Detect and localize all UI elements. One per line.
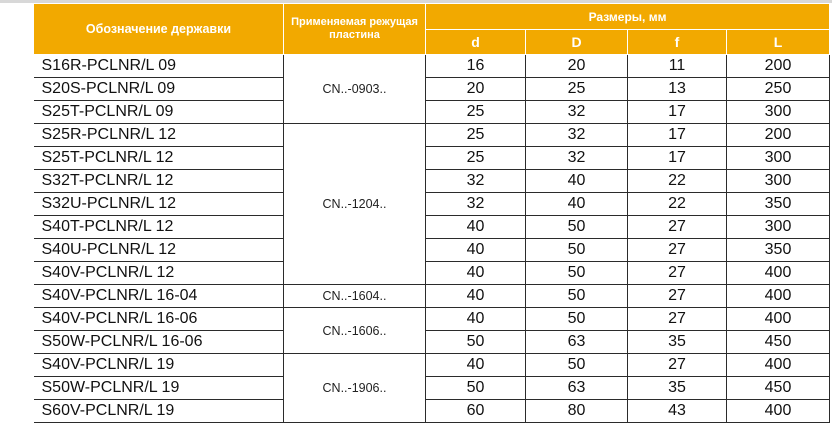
table-row [34, 377, 830, 400]
table-body [34, 55, 830, 423]
dim-D-cell: 50 [526, 285, 628, 308]
table-row [34, 216, 830, 239]
dim-f-cell: 22 [628, 170, 727, 193]
dim-D-cell: 63 [526, 331, 628, 354]
dim-D-cell: 50 [526, 262, 628, 285]
table-row [34, 55, 830, 78]
dim-L-cell: 450 [727, 377, 830, 400]
dim-d-cell: 40 [426, 285, 526, 308]
dim-L-cell: 450 [727, 331, 830, 354]
dim-f-cell: 22 [628, 193, 727, 216]
table-row [34, 400, 830, 423]
dim-L-cell: 300 [727, 216, 830, 239]
table-row [34, 101, 830, 124]
dim-L-cell: 400 [727, 400, 830, 423]
dim-D-cell: 40 [526, 193, 628, 216]
table-row [34, 308, 830, 331]
dim-L-cell: 250 [727, 78, 830, 101]
holder-name-cell: S40V-PCLNR/L 19 [34, 354, 284, 377]
dim-D-cell: 32 [526, 101, 628, 124]
table-row [34, 78, 830, 101]
table-row [34, 124, 830, 147]
dim-D-cell: 50 [526, 216, 628, 239]
dim-f-cell: 17 [628, 147, 727, 170]
holder-name-cell: S40V-PCLNR/L 16-06 [34, 308, 284, 331]
dim-L-cell: 400 [727, 308, 830, 331]
dim-d-cell: 32 [426, 170, 526, 193]
holder-name-cell: S40V-PCLNR/L 16-04 [34, 285, 284, 308]
dim-d-cell: 50 [426, 331, 526, 354]
dim-D-cell: 50 [526, 354, 628, 377]
holder-name-cell: S50W-PCLNR/L 19 [34, 377, 284, 400]
dim-D-cell: 50 [526, 308, 628, 331]
insert-cell: CN..-1606.. [284, 308, 426, 354]
dim-L-cell: 400 [727, 354, 830, 377]
dim-f-cell: 17 [628, 124, 727, 147]
header-dim-f: f [628, 30, 727, 55]
dim-L-cell: 200 [727, 55, 830, 78]
dim-L-cell: 200 [727, 124, 830, 147]
dim-L-cell: 400 [727, 285, 830, 308]
dim-f-cell: 11 [628, 55, 727, 78]
dim-L-cell: 400 [727, 262, 830, 285]
dim-f-cell: 27 [628, 216, 727, 239]
dim-D-cell: 20 [526, 55, 628, 78]
dim-L-cell: 300 [727, 147, 830, 170]
table-row [34, 193, 830, 216]
dim-f-cell: 27 [628, 262, 727, 285]
dim-d-cell: 25 [426, 147, 526, 170]
table-row [34, 285, 830, 308]
insert-cell: CN..-1204.. [284, 124, 426, 285]
dim-f-cell: 27 [628, 285, 727, 308]
dim-d-cell: 25 [426, 124, 526, 147]
table-row [34, 331, 830, 354]
dim-d-cell: 40 [426, 239, 526, 262]
dim-d-cell: 20 [426, 78, 526, 101]
table-row [34, 239, 830, 262]
dim-f-cell: 43 [628, 400, 727, 423]
holder-name-cell: S32T-PCLNR/L 12 [34, 170, 284, 193]
insert-cell: CN..-0903.. [284, 55, 426, 124]
dim-L-cell: 300 [727, 170, 830, 193]
dim-d-cell: 32 [426, 193, 526, 216]
dim-f-cell: 27 [628, 239, 727, 262]
dim-D-cell: 63 [526, 377, 628, 400]
dim-f-cell: 17 [628, 101, 727, 124]
dim-f-cell: 35 [628, 331, 727, 354]
header-sizes: Размеры, мм [426, 4, 830, 30]
header-dim-L: L [727, 30, 830, 55]
holder-name-cell: S25R-PCLNR/L 12 [34, 124, 284, 147]
holder-spec-table [33, 3, 830, 423]
table-header [34, 4, 830, 55]
dim-L-cell: 350 [727, 193, 830, 216]
holder-name-cell: S60V-PCLNR/L 19 [34, 400, 284, 423]
dim-f-cell: 13 [628, 78, 727, 101]
dim-f-cell: 27 [628, 354, 727, 377]
dim-d-cell: 25 [426, 101, 526, 124]
header-dim-D: D [526, 30, 628, 55]
dim-D-cell: 40 [526, 170, 628, 193]
holder-name-cell: S25T-PCLNR/L 12 [34, 147, 284, 170]
dim-d-cell: 40 [426, 262, 526, 285]
holder-name-cell: S40T-PCLNR/L 12 [34, 216, 284, 239]
header-insert: Применяемая режущая пластина [284, 4, 426, 55]
insert-cell: CN..-1906.. [284, 354, 426, 423]
dim-d-cell: 16 [426, 55, 526, 78]
dim-d-cell: 40 [426, 216, 526, 239]
dim-D-cell: 80 [526, 400, 628, 423]
dim-f-cell: 35 [628, 377, 727, 400]
table-row [34, 354, 830, 377]
dim-L-cell: 350 [727, 239, 830, 262]
holder-name-cell: S40V-PCLNR/L 12 [34, 262, 284, 285]
table-row [34, 147, 830, 170]
table-row [34, 262, 830, 285]
dim-f-cell: 27 [628, 308, 727, 331]
dim-d-cell: 40 [426, 354, 526, 377]
header-holder: Обозначение державки [34, 4, 284, 55]
holder-name-cell: S50W-PCLNR/L 16-06 [34, 331, 284, 354]
dim-D-cell: 32 [526, 147, 628, 170]
dim-D-cell: 25 [526, 78, 628, 101]
dim-L-cell: 300 [727, 101, 830, 124]
dim-d-cell: 40 [426, 308, 526, 331]
holder-name-cell: S32U-PCLNR/L 12 [34, 193, 284, 216]
holder-name-cell: S25T-PCLNR/L 09 [34, 101, 284, 124]
holder-name-cell: S16R-PCLNR/L 09 [34, 55, 284, 78]
dim-d-cell: 60 [426, 400, 526, 423]
dim-D-cell: 50 [526, 239, 628, 262]
dim-d-cell: 50 [426, 377, 526, 400]
insert-cell: CN..-1604.. [284, 285, 426, 308]
holder-name-cell: S20S-PCLNR/L 09 [34, 78, 284, 101]
table-row [34, 170, 830, 193]
dim-D-cell: 32 [526, 124, 628, 147]
holder-name-cell: S40U-PCLNR/L 12 [34, 239, 284, 262]
header-dim-d: d [426, 30, 526, 55]
